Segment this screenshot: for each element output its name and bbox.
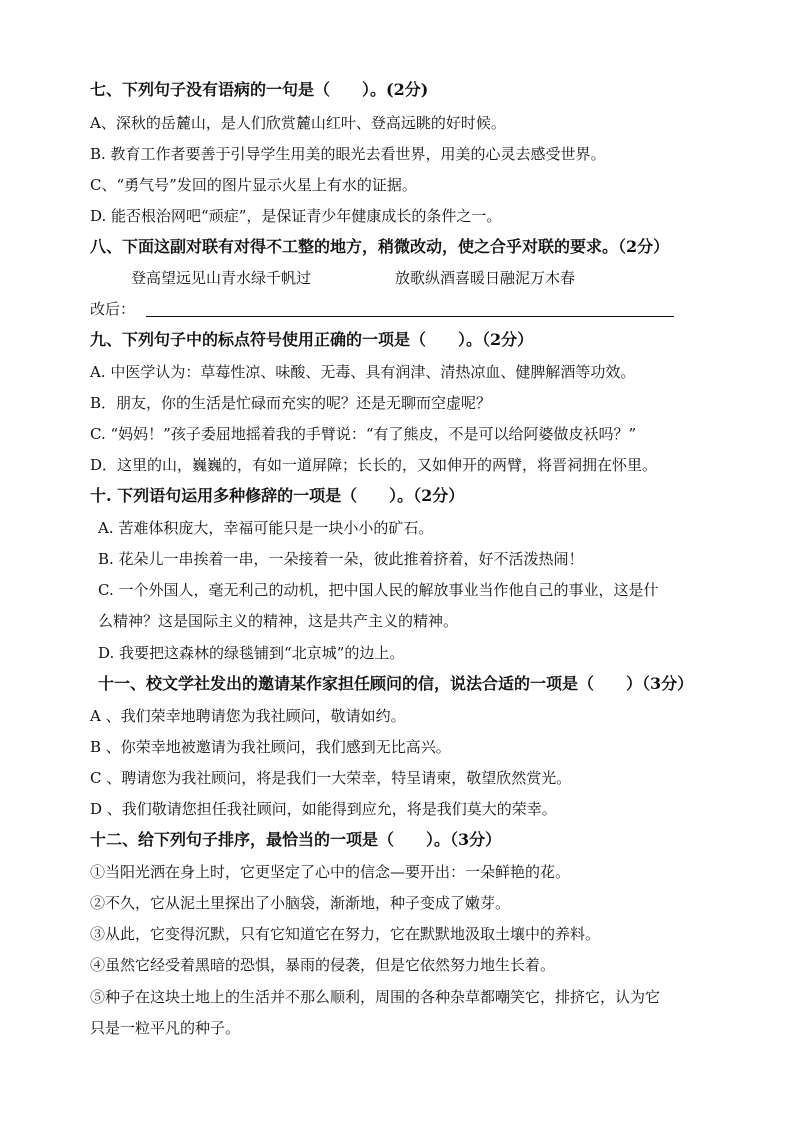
question-7-option-c: C、“勇气号”发回的图片显示火星上有水的证据。 xyxy=(90,176,417,194)
question-10-option-b: B. 花朵儿一串挨着一串，一朵接着一朵，彼此推着挤着，好不活泼热闹！ xyxy=(98,550,584,568)
couplet-lower-line: 放歌纵酒喜暖日融泥万木春 xyxy=(395,269,576,287)
couplet-upper-line: 登高望远见山青水绿千帆过 xyxy=(131,269,312,287)
question-12-sentence-3: ③从此，它变得沉默，只有它知道它在努力，它在默默地汲取土壤中的养料。 xyxy=(90,925,601,943)
question-12-sentence-5: ⑤种子在这块土地上的生活并不那么顺利，周围的各种杂草都嘲笑它，排挤它，认为它 xyxy=(90,988,661,1006)
question-9-option-b: B．朋友，你的生活是忙碌而充实的呢？还是无聊而空虚呢？ xyxy=(90,394,492,412)
question-10-option-a: A. 苦难体积庞大，幸福可能只是一块小小的矿石。 xyxy=(98,519,434,537)
question-9-option-a: A. 中医学认为：草莓性凉、味酸、无毒、具有润津、清热凉血、健脾解酒等功效。 xyxy=(90,363,636,381)
question-7-title: 七、下列句子没有语病的一句是（ ）。(2分) xyxy=(90,80,429,99)
question-10-option-c-continued: 么精神？这是国际主义的精神，这是共产主义的精神。 xyxy=(98,612,459,630)
question-11-option-d: D 、我们敬请您担任我社顾问，如能得到应允，将是我们莫大的荣幸。 xyxy=(90,800,557,818)
question-11-option-a: A 、我们荣幸地聘请您为我社顾问，敬请如约。 xyxy=(90,707,406,725)
question-12-sentence-4: ④虽然它经受着黑暗的恐惧，暴雨的侵袭，但是它依然努力地生长着。 xyxy=(90,956,556,974)
question-7-option-b: B. 教育工作者要善于引导学生用美的眼光去看世界，用美的心灵去感受世界。 xyxy=(90,145,606,163)
question-12-sentence-5-continued: 只是一粒平凡的种子。 xyxy=(90,1019,241,1037)
question-11-option-c: C 、聘请您为我社顾问，将是我们一大荣幸，特呈请柬，敬望欣然赏光。 xyxy=(90,769,572,787)
question-9-option-c: C. “妈妈！”孩子委屈地摇着我的手臂说：“有了熊皮，不是可以给阿婆做皮袄吗？” xyxy=(90,425,637,443)
question-10-title: 十. 下列语句运用多种修辞的一项是（ ）。（2分） xyxy=(90,486,465,505)
question-12-title: 十二、给下列句子排序，最恰当的一项是（ ）。（3分） xyxy=(90,830,502,849)
question-10-option-c: C. 一个外国人，毫无利己的动机，把中国人民的解放事业当作他自己的事业，这是什 xyxy=(98,581,659,599)
question-11-option-b: B 、你荣幸地被邀请为我社顾问，我们感到无比高兴。 xyxy=(90,738,451,756)
question-8-title: 八、下面这副对联有对得不工整的地方，稍微改动，使之合乎对联的要求。（2分） xyxy=(90,237,670,256)
answer-label: 改后： xyxy=(90,300,136,318)
question-7-option-d: D. 能否根治网吧“顽症”，是保证青少年健康成长的条件之一。 xyxy=(90,207,502,225)
question-9-option-d: D．这里的山，巍巍的，有如一道屏障；长长的，又如伸开的两臂，将晋祠拥在怀里。 xyxy=(90,456,658,474)
question-9-title: 九、下列句子中的标点符号使用正确的一项是（ ）。（2分） xyxy=(90,330,534,349)
question-11-title: 十一、校文学社发出的邀请某作家担任顾问的信，说法合适的一项是（ ）（3分） xyxy=(98,674,694,693)
answer-blank-line xyxy=(146,316,674,317)
question-10-option-d: D. 我要把这森林的绿毯铺到“北京城”的边上。 xyxy=(98,644,405,662)
question-12-sentence-1: ①当阳光洒在身上时，它更坚定了心中的信念—要开出：一朵鲜艳的花。 xyxy=(90,863,571,881)
question-12-sentence-2: ②不久，它从泥土里探出了小脑袋，渐渐地，种子变成了嫩芽。 xyxy=(90,894,511,912)
question-7-option-a: A、深秋的岳麓山，是人们欣赏麓山红叶、登高远眺的好时候。 xyxy=(90,114,506,132)
